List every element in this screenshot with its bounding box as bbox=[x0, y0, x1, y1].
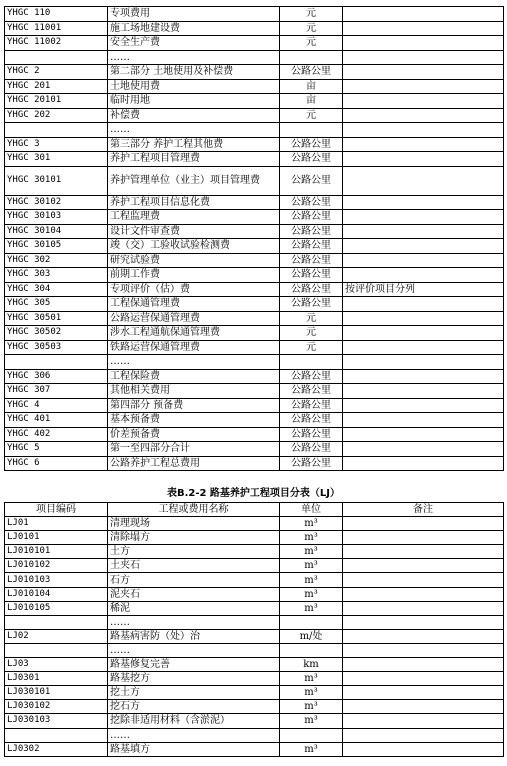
row-note bbox=[343, 166, 504, 195]
row-name: 养护工程项目管理费 bbox=[108, 152, 280, 167]
header-unit: 单位 bbox=[280, 503, 343, 517]
row-unit: 公路公里 bbox=[280, 253, 343, 268]
row-code: YHGC 5 bbox=[5, 442, 108, 457]
row-unit: m³ bbox=[280, 517, 343, 531]
row-unit: 元 bbox=[280, 108, 343, 123]
row-code: YHGC 304 bbox=[5, 282, 108, 297]
row-unit: 公路公里 bbox=[280, 413, 343, 428]
row-code: YHGC 30503 bbox=[5, 340, 108, 355]
table-row bbox=[5, 545, 504, 559]
row-unit: 公路公里 bbox=[280, 210, 343, 225]
row-name: 挖石方 bbox=[108, 700, 280, 714]
row-note bbox=[343, 517, 504, 531]
row-name: 工程保通管理费 bbox=[108, 297, 280, 312]
row-name: 工程保险费 bbox=[108, 369, 280, 384]
row-code bbox=[5, 355, 108, 370]
row-code: YHGC 305 bbox=[5, 297, 108, 312]
row-unit bbox=[280, 123, 343, 138]
row-note bbox=[343, 152, 504, 167]
header-code: 项目编码 bbox=[5, 503, 108, 517]
table-row bbox=[5, 398, 504, 413]
row-unit: m³ bbox=[280, 531, 343, 545]
table-row bbox=[5, 559, 504, 573]
row-unit bbox=[280, 643, 343, 657]
row-unit bbox=[280, 728, 343, 742]
table-row bbox=[5, 166, 504, 195]
row-name: 石方 bbox=[108, 573, 280, 587]
cost-table-upper bbox=[4, 6, 504, 471]
table-row bbox=[5, 587, 504, 601]
row-code: YHGC 401 bbox=[5, 413, 108, 428]
row-code: YHGC 4 bbox=[5, 398, 108, 413]
row-name: 工程监理费 bbox=[108, 210, 280, 225]
row-unit: 公路公里 bbox=[280, 456, 343, 471]
row-name: 价差预备费 bbox=[108, 427, 280, 442]
row-code: LJ010103 bbox=[5, 573, 108, 587]
table-row bbox=[5, 456, 504, 471]
table-row bbox=[5, 672, 504, 686]
row-note bbox=[343, 643, 504, 657]
row-code: LJ0301 bbox=[5, 672, 108, 686]
row-note bbox=[343, 253, 504, 268]
row-note bbox=[343, 355, 504, 370]
row-name: …… bbox=[108, 728, 280, 742]
row-note bbox=[343, 629, 504, 643]
row-unit: 公路公里 bbox=[280, 239, 343, 254]
table-row bbox=[5, 643, 504, 657]
row-unit: 公路公里 bbox=[280, 268, 343, 283]
row-unit: 公路公里 bbox=[280, 442, 343, 457]
row-unit: m³ bbox=[280, 601, 343, 615]
row-name: 其他相关费用 bbox=[108, 384, 280, 399]
row-code: LJ01 bbox=[5, 517, 108, 531]
table-header-row bbox=[5, 503, 504, 517]
table-row bbox=[5, 108, 504, 123]
table-row bbox=[5, 531, 504, 545]
row-note bbox=[343, 615, 504, 629]
row-note bbox=[343, 311, 504, 326]
row-code: YHGC 30501 bbox=[5, 311, 108, 326]
row-code: YHGC 30105 bbox=[5, 239, 108, 254]
row-unit: m/处 bbox=[280, 629, 343, 643]
row-unit: m³ bbox=[280, 559, 343, 573]
row-note bbox=[343, 601, 504, 615]
row-unit: 元 bbox=[280, 311, 343, 326]
row-code: YHGC 30102 bbox=[5, 195, 108, 210]
row-name: …… bbox=[108, 50, 280, 65]
row-note bbox=[343, 587, 504, 601]
row-code: LJ030102 bbox=[5, 700, 108, 714]
row-name: …… bbox=[108, 615, 280, 629]
table-row bbox=[5, 629, 504, 643]
row-note bbox=[343, 65, 504, 80]
row-name: 挖土方 bbox=[108, 686, 280, 700]
row-unit: km bbox=[280, 658, 343, 672]
row-name: …… bbox=[108, 355, 280, 370]
row-code bbox=[5, 643, 108, 657]
row-unit: m³ bbox=[280, 545, 343, 559]
table-row bbox=[5, 7, 504, 22]
row-note bbox=[343, 340, 504, 355]
table-row bbox=[5, 65, 504, 80]
row-unit bbox=[280, 615, 343, 629]
row-unit: 公路公里 bbox=[280, 297, 343, 312]
row-note bbox=[343, 545, 504, 559]
table-row bbox=[5, 297, 504, 312]
row-code bbox=[5, 123, 108, 138]
row-code: LJ010102 bbox=[5, 559, 108, 573]
table-row bbox=[5, 686, 504, 700]
row-name: 路基修复完善 bbox=[108, 658, 280, 672]
header-name: 工程或费用名称 bbox=[108, 503, 280, 517]
row-name: 安全生产费 bbox=[108, 36, 280, 51]
row-name: 稀泥 bbox=[108, 601, 280, 615]
row-name: 第一至四部分合计 bbox=[108, 442, 280, 457]
row-name: 公路养护工程总费用 bbox=[108, 456, 280, 471]
row-unit: 公路公里 bbox=[280, 282, 343, 297]
row-note bbox=[343, 7, 504, 22]
table-row bbox=[5, 21, 504, 36]
row-unit: 公路公里 bbox=[280, 398, 343, 413]
row-code: LJ0302 bbox=[5, 742, 108, 756]
row-note bbox=[343, 658, 504, 672]
row-code: LJ03 bbox=[5, 658, 108, 672]
row-name: 设计文件审查费 bbox=[108, 224, 280, 239]
row-note bbox=[343, 700, 504, 714]
row-unit: 公路公里 bbox=[280, 137, 343, 152]
row-name: 临时用地 bbox=[108, 94, 280, 109]
table-row bbox=[5, 714, 504, 728]
row-note bbox=[343, 123, 504, 138]
table-row bbox=[5, 94, 504, 109]
row-name: 专项评价（估）费 bbox=[108, 282, 280, 297]
row-code: LJ010101 bbox=[5, 545, 108, 559]
row-note bbox=[343, 108, 504, 123]
row-code: LJ010105 bbox=[5, 601, 108, 615]
table-row bbox=[5, 340, 504, 355]
row-code: LJ030101 bbox=[5, 686, 108, 700]
row-code: YHGC 110 bbox=[5, 7, 108, 22]
row-code: LJ0101 bbox=[5, 531, 108, 545]
row-code: LJ02 bbox=[5, 629, 108, 643]
row-name: 铁路运营保通管理费 bbox=[108, 340, 280, 355]
row-code: YHGC 11001 bbox=[5, 21, 108, 36]
row-note bbox=[343, 456, 504, 471]
table-row bbox=[5, 137, 504, 152]
row-unit: 元 bbox=[280, 326, 343, 341]
table-row bbox=[5, 413, 504, 428]
row-unit: m³ bbox=[280, 714, 343, 728]
row-unit: m³ bbox=[280, 573, 343, 587]
row-unit: 公路公里 bbox=[280, 427, 343, 442]
row-name: 泥夹石 bbox=[108, 587, 280, 601]
row-name: 养护管理单位（业主）项目管理费 bbox=[108, 166, 280, 195]
table-row bbox=[5, 658, 504, 672]
table-row bbox=[5, 369, 504, 384]
row-unit: m³ bbox=[280, 742, 343, 756]
row-note bbox=[343, 137, 504, 152]
row-note bbox=[343, 36, 504, 51]
row-code: YHGC 302 bbox=[5, 253, 108, 268]
row-unit: 公路公里 bbox=[280, 195, 343, 210]
row-note bbox=[343, 742, 504, 756]
table-row bbox=[5, 573, 504, 587]
table-row bbox=[5, 384, 504, 399]
row-name: …… bbox=[108, 123, 280, 138]
row-note bbox=[343, 427, 504, 442]
row-name: 路基填方 bbox=[108, 742, 280, 756]
row-note bbox=[343, 195, 504, 210]
row-name: 专项费用 bbox=[108, 7, 280, 22]
row-name: 土夹石 bbox=[108, 559, 280, 573]
table-row bbox=[5, 123, 504, 138]
row-note bbox=[343, 297, 504, 312]
table-row bbox=[5, 210, 504, 225]
row-code: YHGC 402 bbox=[5, 427, 108, 442]
row-note bbox=[343, 21, 504, 36]
row-note bbox=[343, 79, 504, 94]
table-row bbox=[5, 79, 504, 94]
table-row bbox=[5, 355, 504, 370]
row-unit bbox=[280, 50, 343, 65]
row-unit: 公路公里 bbox=[280, 224, 343, 239]
table-row bbox=[5, 253, 504, 268]
row-code: YHGC 6 bbox=[5, 456, 108, 471]
row-code bbox=[5, 615, 108, 629]
row-code: YHGC 30103 bbox=[5, 210, 108, 225]
row-note bbox=[343, 369, 504, 384]
row-unit: 公路公里 bbox=[280, 65, 343, 80]
row-code: YHGC 2 bbox=[5, 65, 108, 80]
table-row bbox=[5, 50, 504, 65]
row-note bbox=[343, 413, 504, 428]
row-code: YHGC 30104 bbox=[5, 224, 108, 239]
row-code: YHGC 306 bbox=[5, 369, 108, 384]
row-note bbox=[343, 398, 504, 413]
table-row bbox=[5, 442, 504, 457]
header-note: 备注 bbox=[343, 503, 504, 517]
row-unit: 亩 bbox=[280, 94, 343, 109]
row-name: 第二部分 土地使用及补偿费 bbox=[108, 65, 280, 80]
row-unit: 亩 bbox=[280, 79, 343, 94]
row-unit: 元 bbox=[280, 7, 343, 22]
row-note bbox=[343, 268, 504, 283]
row-code: YHGC 201 bbox=[5, 79, 108, 94]
table-row bbox=[5, 195, 504, 210]
row-note bbox=[343, 94, 504, 109]
row-code: YHGC 307 bbox=[5, 384, 108, 399]
table-row bbox=[5, 700, 504, 714]
row-name: 研究试验费 bbox=[108, 253, 280, 268]
row-code: YHGC 3 bbox=[5, 137, 108, 152]
table-row bbox=[5, 326, 504, 341]
row-unit: 公路公里 bbox=[280, 166, 343, 195]
row-code: YHGC 30502 bbox=[5, 326, 108, 341]
row-name: …… bbox=[108, 643, 280, 657]
row-unit: 元 bbox=[280, 21, 343, 36]
row-name: 土方 bbox=[108, 545, 280, 559]
row-code: LJ010104 bbox=[5, 587, 108, 601]
table-row bbox=[5, 311, 504, 326]
row-unit: 元 bbox=[280, 340, 343, 355]
row-note bbox=[343, 384, 504, 399]
row-unit: 公路公里 bbox=[280, 384, 343, 399]
table-row bbox=[5, 427, 504, 442]
row-name: 土地使用费 bbox=[108, 79, 280, 94]
row-name: 清理现场 bbox=[108, 517, 280, 531]
row-name: 公路运营保通管理费 bbox=[108, 311, 280, 326]
row-note bbox=[343, 672, 504, 686]
row-note bbox=[343, 714, 504, 728]
row-unit: 元 bbox=[280, 36, 343, 51]
row-code: YHGC 30101 bbox=[5, 166, 108, 195]
row-note bbox=[343, 326, 504, 341]
row-unit: m³ bbox=[280, 672, 343, 686]
row-note bbox=[343, 442, 504, 457]
row-name: 施工场地建设费 bbox=[108, 21, 280, 36]
row-note bbox=[343, 210, 504, 225]
row-unit: m³ bbox=[280, 686, 343, 700]
row-note bbox=[343, 559, 504, 573]
row-note bbox=[343, 224, 504, 239]
table-row bbox=[5, 239, 504, 254]
table-row bbox=[5, 728, 504, 742]
row-note bbox=[343, 50, 504, 65]
row-code: YHGC 11002 bbox=[5, 36, 108, 51]
table-caption: 表B.2-2 路基养护工程项目分表（LJ） bbox=[166, 488, 341, 499]
row-code: YHGC 202 bbox=[5, 108, 108, 123]
row-unit: 公路公里 bbox=[280, 369, 343, 384]
row-name: 第四部分 预备费 bbox=[108, 398, 280, 413]
table-row bbox=[5, 268, 504, 283]
row-unit: m³ bbox=[280, 587, 343, 601]
row-name: 养护工程项目信息化费 bbox=[108, 195, 280, 210]
table-row bbox=[5, 742, 504, 756]
row-note bbox=[343, 239, 504, 254]
row-name: 清除塌方 bbox=[108, 531, 280, 545]
row-name: 第三部分 养护工程其他费 bbox=[108, 137, 280, 152]
row-name: 路基挖方 bbox=[108, 672, 280, 686]
table-row bbox=[5, 282, 504, 297]
table-row bbox=[5, 224, 504, 239]
row-note bbox=[343, 531, 504, 545]
row-note bbox=[343, 728, 504, 742]
row-code: LJ030103 bbox=[5, 714, 108, 728]
row-code bbox=[5, 728, 108, 742]
row-name: 涉水工程通航保通管理费 bbox=[108, 326, 280, 341]
row-unit bbox=[280, 355, 343, 370]
row-name: 基本预备费 bbox=[108, 413, 280, 428]
row-name: 前期工作费 bbox=[108, 268, 280, 283]
table-row bbox=[5, 601, 504, 615]
row-code: YHGC 303 bbox=[5, 268, 108, 283]
table-row bbox=[5, 36, 504, 51]
row-note bbox=[343, 573, 504, 587]
row-unit: 公路公里 bbox=[280, 152, 343, 167]
row-name: 补偿费 bbox=[108, 108, 280, 123]
row-code bbox=[5, 50, 108, 65]
row-code: YHGC 301 bbox=[5, 152, 108, 167]
table-row bbox=[5, 152, 504, 167]
row-note: 按评价项目分列 bbox=[343, 282, 504, 297]
subgrade-table bbox=[4, 502, 504, 757]
row-name: 竣（交）工验收试验检测费 bbox=[108, 239, 280, 254]
table-row bbox=[5, 517, 504, 531]
row-unit: m³ bbox=[280, 700, 343, 714]
row-code: YHGC 20101 bbox=[5, 94, 108, 109]
table-row bbox=[5, 615, 504, 629]
row-note bbox=[343, 686, 504, 700]
row-name: 挖除非适用材料（含淤泥） bbox=[108, 714, 280, 728]
row-name: 路基病害防（处）治 bbox=[108, 629, 280, 643]
